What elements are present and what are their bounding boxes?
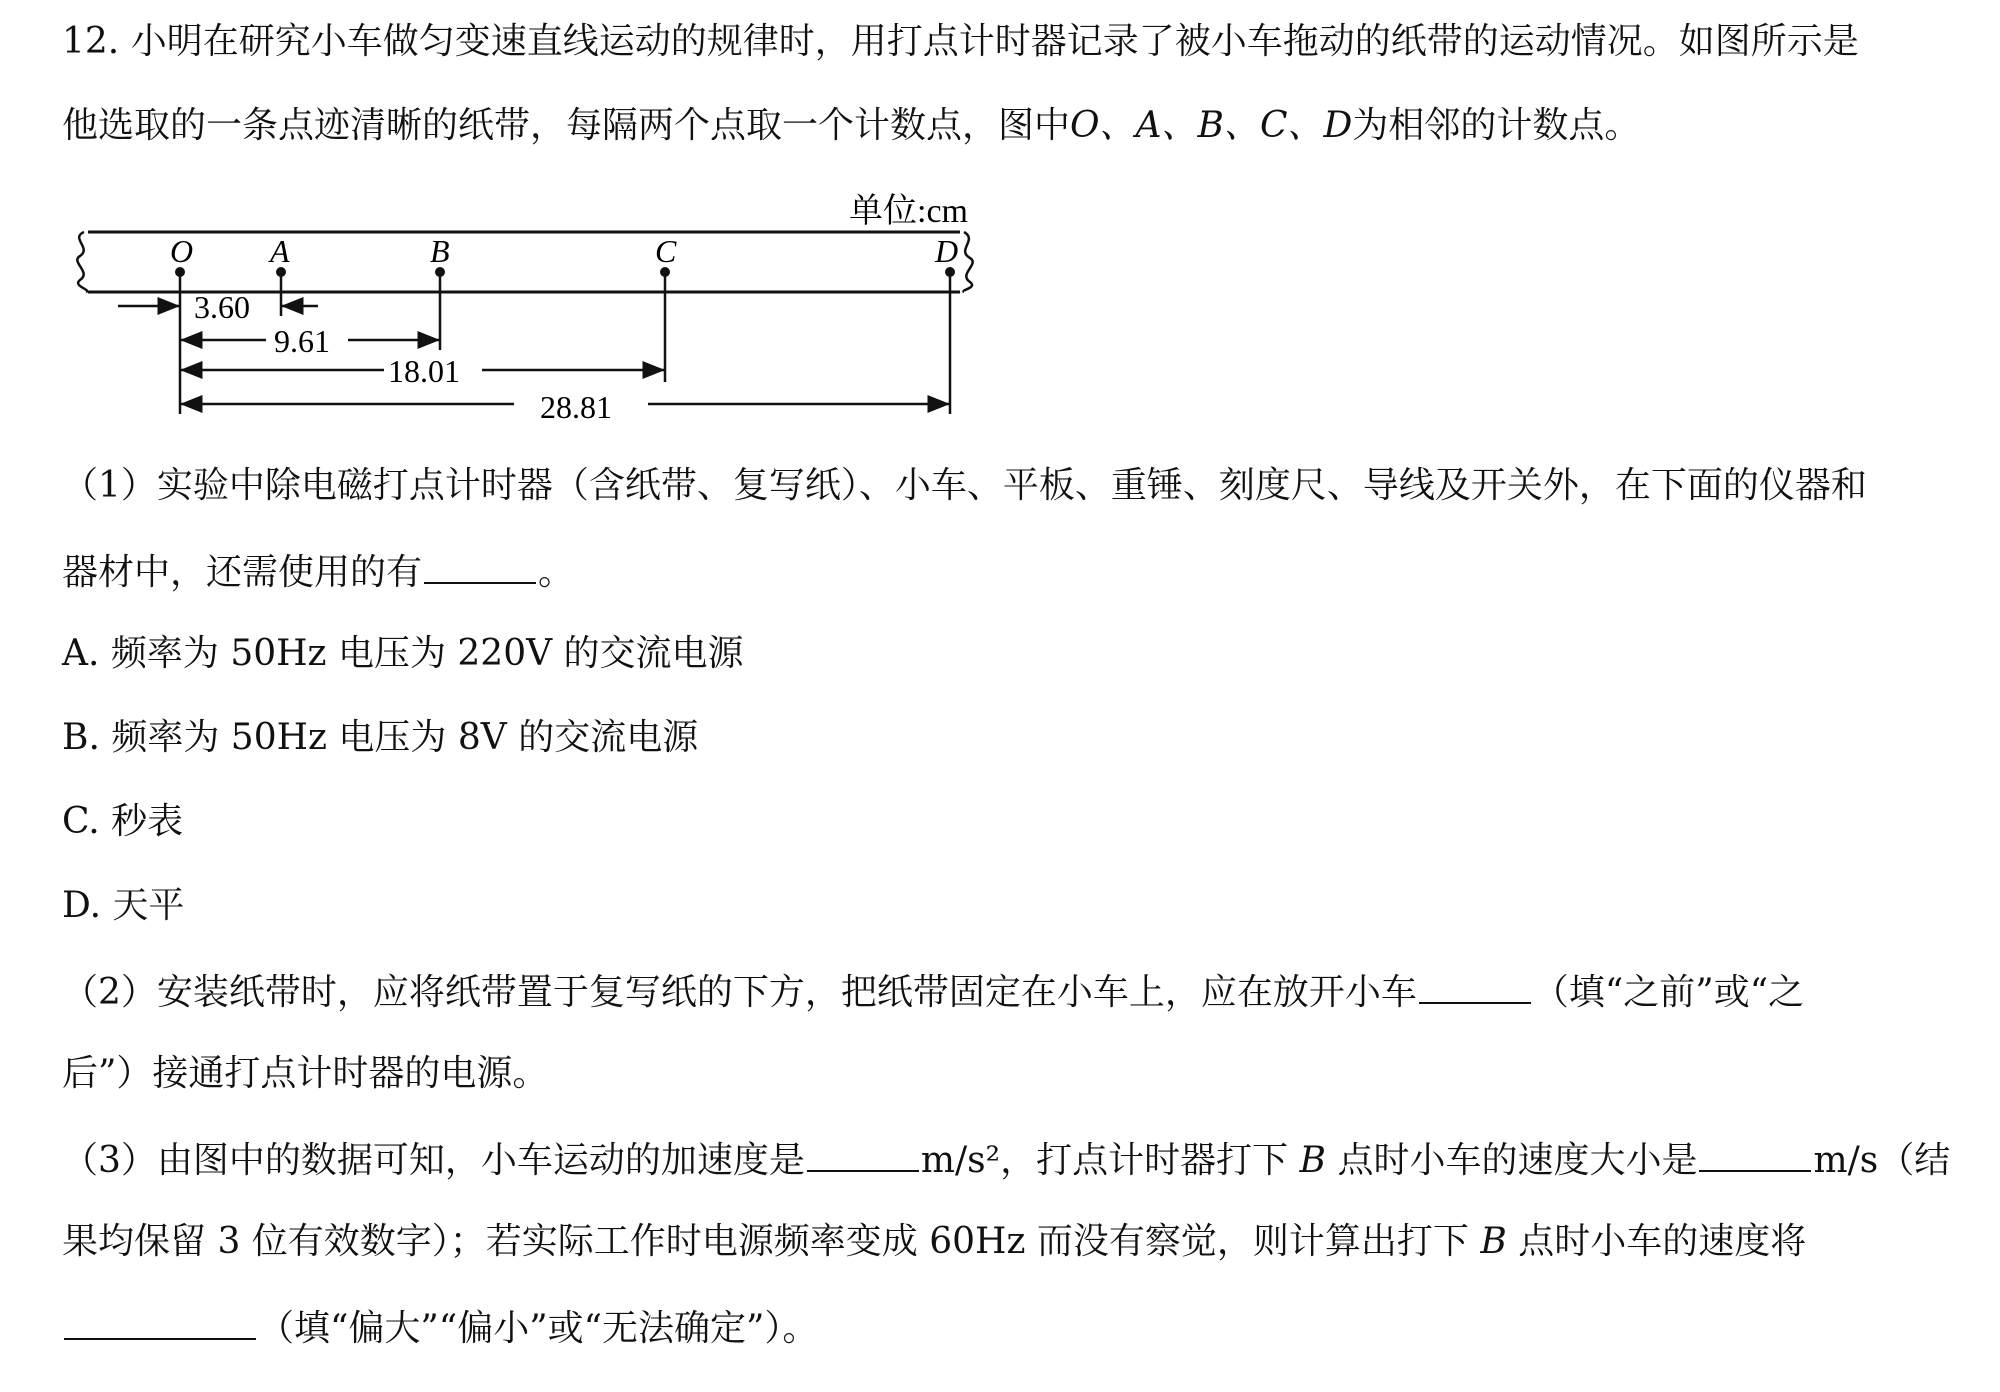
dim-od-value: 28.81 — [540, 389, 612, 425]
part3-line-1 — [62, 1136, 1950, 1183]
velocity-error-answer-blank[interactable] — [64, 1304, 256, 1340]
point-b-var-2: B — [1480, 1221, 1507, 1262]
part1-line-1 — [62, 464, 1867, 508]
point-c-label: C — [655, 233, 677, 269]
part2-text-prefix: （2）安装纸带时，应将纸带置于复写纸的下方，把纸带固定在小车上，应在放开小车 — [62, 972, 1417, 1013]
velocity-answer-blank[interactable] — [1699, 1136, 1811, 1172]
point-b-label: B — [430, 233, 450, 269]
part1-text-suffix: 。 — [538, 552, 575, 593]
option-a — [62, 632, 744, 676]
point-a-label: A — [270, 233, 290, 269]
part3-text-c: 点时小车的速度大小是 — [1337, 1140, 1698, 1181]
part3-text-g: （填“偏大”“偏小”或“无法确定”）。 — [258, 1308, 819, 1349]
unit-label: 单位:cm — [849, 193, 968, 230]
part3-text-b: m/s²，打点计时器打下 — [920, 1140, 1289, 1181]
part1-text-prefix: 器材中，还需使用的有 — [62, 552, 423, 593]
option-a-letter: A. — [62, 633, 100, 674]
option-c — [62, 800, 183, 844]
acceleration-answer-blank[interactable] — [807, 1136, 919, 1172]
part1-text: （1）实验中除电磁打点计时器（含纸带、复写纸）、小车、平板、重锤、刻度尺、导线及开关外，在下面的仪器和 — [62, 465, 1867, 506]
question-number: 12. — [62, 21, 120, 62]
part2-text-suffix: （填“之前”或“之 — [1532, 972, 1805, 1013]
dim-oa-value: 3.60 — [194, 289, 250, 325]
question-intro-text: 小明在研究小车做匀变速直线运动的规律时，用打点计时器记录了被小车拖动的纸带的运动情况。如图所示是 — [130, 21, 1859, 62]
option-b-letter: B. — [62, 717, 100, 758]
part2-text-end: 后”）接通打点计时器的电源。 — [62, 1053, 549, 1094]
point-list: O、A、B、C、D — [1070, 105, 1353, 146]
tape-right-torn-edge — [963, 232, 972, 292]
option-c-letter: C. — [62, 801, 100, 842]
dim-oc-value: 18.01 — [388, 353, 460, 389]
part3-text-a: （3）由图中的数据可知，小车运动的加速度是 — [62, 1140, 805, 1181]
part2-line-1 — [62, 968, 1804, 1015]
intro-text-end: 为相邻的计数点。 — [1352, 105, 1641, 146]
option-a-text: 频率为 50Hz 电压为 220V 的交流电源 — [110, 633, 744, 674]
part2-answer-blank[interactable] — [1419, 968, 1531, 1004]
point-d-label: D — [935, 233, 959, 269]
tape-left-torn-edge — [77, 232, 87, 292]
option-d-text: 天平 — [112, 885, 185, 926]
paper-tape-figure — [0, 0, 1000, 430]
dim-ob-value: 9.61 — [274, 323, 330, 359]
option-d-letter: D. — [62, 885, 102, 926]
option-b — [62, 716, 698, 760]
part3-line-3 — [62, 1304, 818, 1351]
point-o-label: O — [170, 233, 194, 269]
option-b-text: 频率为 50Hz 电压为 8V 的交流电源 — [111, 717, 699, 758]
part1-answer-blank[interactable] — [424, 548, 536, 584]
part3-line-2 — [62, 1220, 1806, 1264]
part2-line-2 — [62, 1052, 548, 1096]
part3-text-d: m/s（结 — [1813, 1140, 1951, 1181]
part3-text-f: 点时小车的速度将 — [1518, 1221, 1807, 1262]
intro-text: 他选取的一条点迹清晰的纸带，每隔两个点取一个计数点，图中 — [62, 105, 1071, 146]
point-b-var: B — [1299, 1140, 1327, 1181]
part1-line-2 — [62, 548, 574, 595]
part3-text-e: 果均保留 3 位有效数字）；若实际工作时电源频率变成 60Hz 而没有察觉，则计算出打下 — [62, 1221, 1469, 1262]
option-d — [62, 884, 185, 928]
option-c-text: 秒表 — [111, 801, 184, 842]
